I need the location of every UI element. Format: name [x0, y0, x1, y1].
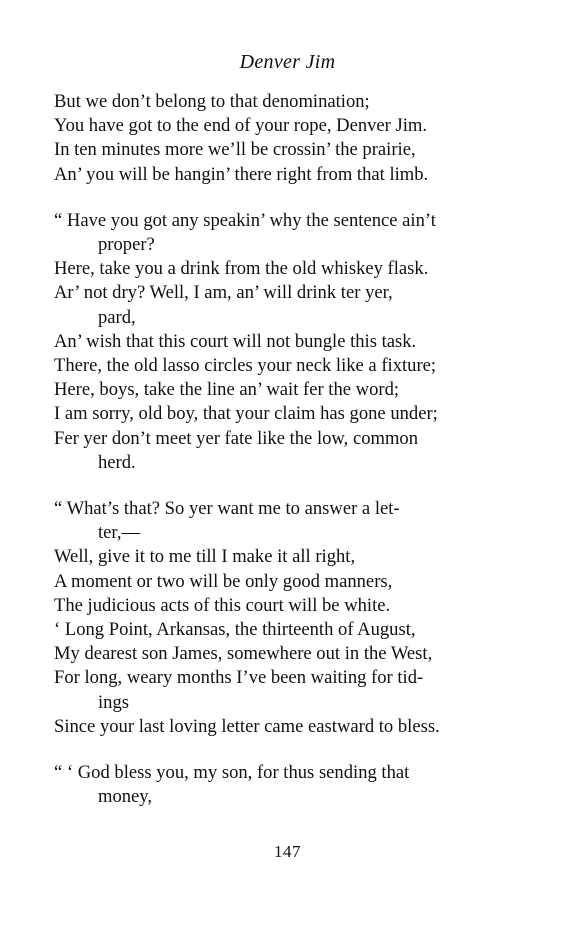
- verse-line: You have got to the end of your rope, Denver Jim.: [54, 115, 428, 137]
- verse-line: “ ‘ God bless you, my son, for thus sending that: [54, 762, 410, 784]
- stanza: [54, 497, 532, 739]
- verse-line: Here, take you a drink from the old whiskey flask.: [54, 258, 429, 280]
- verse-line-continuation: herd.: [98, 451, 136, 473]
- verse-line: “ Have you got any speakin’ why the sentence ain’t: [54, 209, 436, 231]
- verse-line: In ten minutes more we’ll be crossin’ the prairie,: [54, 139, 416, 161]
- stanza: [54, 90, 532, 187]
- verse-line: Since your last loving letter came eastward to bless.: [54, 715, 440, 737]
- poem-body: [54, 90, 532, 831]
- verse-line: Well, give it to me till I make it all right,: [54, 546, 356, 568]
- verse-line: For long, weary months I’ve been waiting for tid-: [54, 667, 424, 689]
- verse-line-continuation: money,: [98, 786, 153, 808]
- verse-line: An’ wish that this court will not bungle this task.: [54, 330, 417, 352]
- verse-line: Fer yer don’t meet yer fate like the low, common: [54, 427, 419, 449]
- verse-line: Ar’ not dry? Well, I am, an’ will drink ter yer,: [54, 282, 393, 304]
- verse-line: “ What’s that? So yer want me to answer a let-: [54, 498, 400, 520]
- verse-line: There, the old lasso circles your neck like a fixture;: [54, 355, 437, 377]
- verse-line-continuation: pard,: [98, 306, 136, 328]
- verse-line-continuation: ings: [98, 691, 129, 713]
- verse-line: An’ you will be hangin’ there right from that limb.: [54, 163, 429, 185]
- verse-line: I am sorry, old boy, that your claim has gone under;: [54, 403, 438, 425]
- verse-line: The judicious acts of this court will be white.: [54, 594, 391, 616]
- verse-line: A moment or two will be only good manners,: [54, 570, 393, 592]
- verse-line-continuation: ter,—: [98, 522, 141, 544]
- verse-line: ‘ Long Point, Arkansas, the thirteenth of August,: [54, 619, 416, 641]
- verse-line-continuation: proper?: [98, 234, 155, 256]
- stanza: [54, 761, 532, 809]
- verse-line: My dearest son James, somewhere out in the West,: [54, 643, 433, 665]
- page-number: 147: [274, 842, 301, 861]
- running-title: Denver Jim: [239, 51, 336, 73]
- stanza: [54, 209, 532, 475]
- verse-line: Here, boys, take the line an’ wait fer the word;: [54, 379, 400, 401]
- verse-line: But we don’t belong to that denomination;: [54, 91, 370, 112]
